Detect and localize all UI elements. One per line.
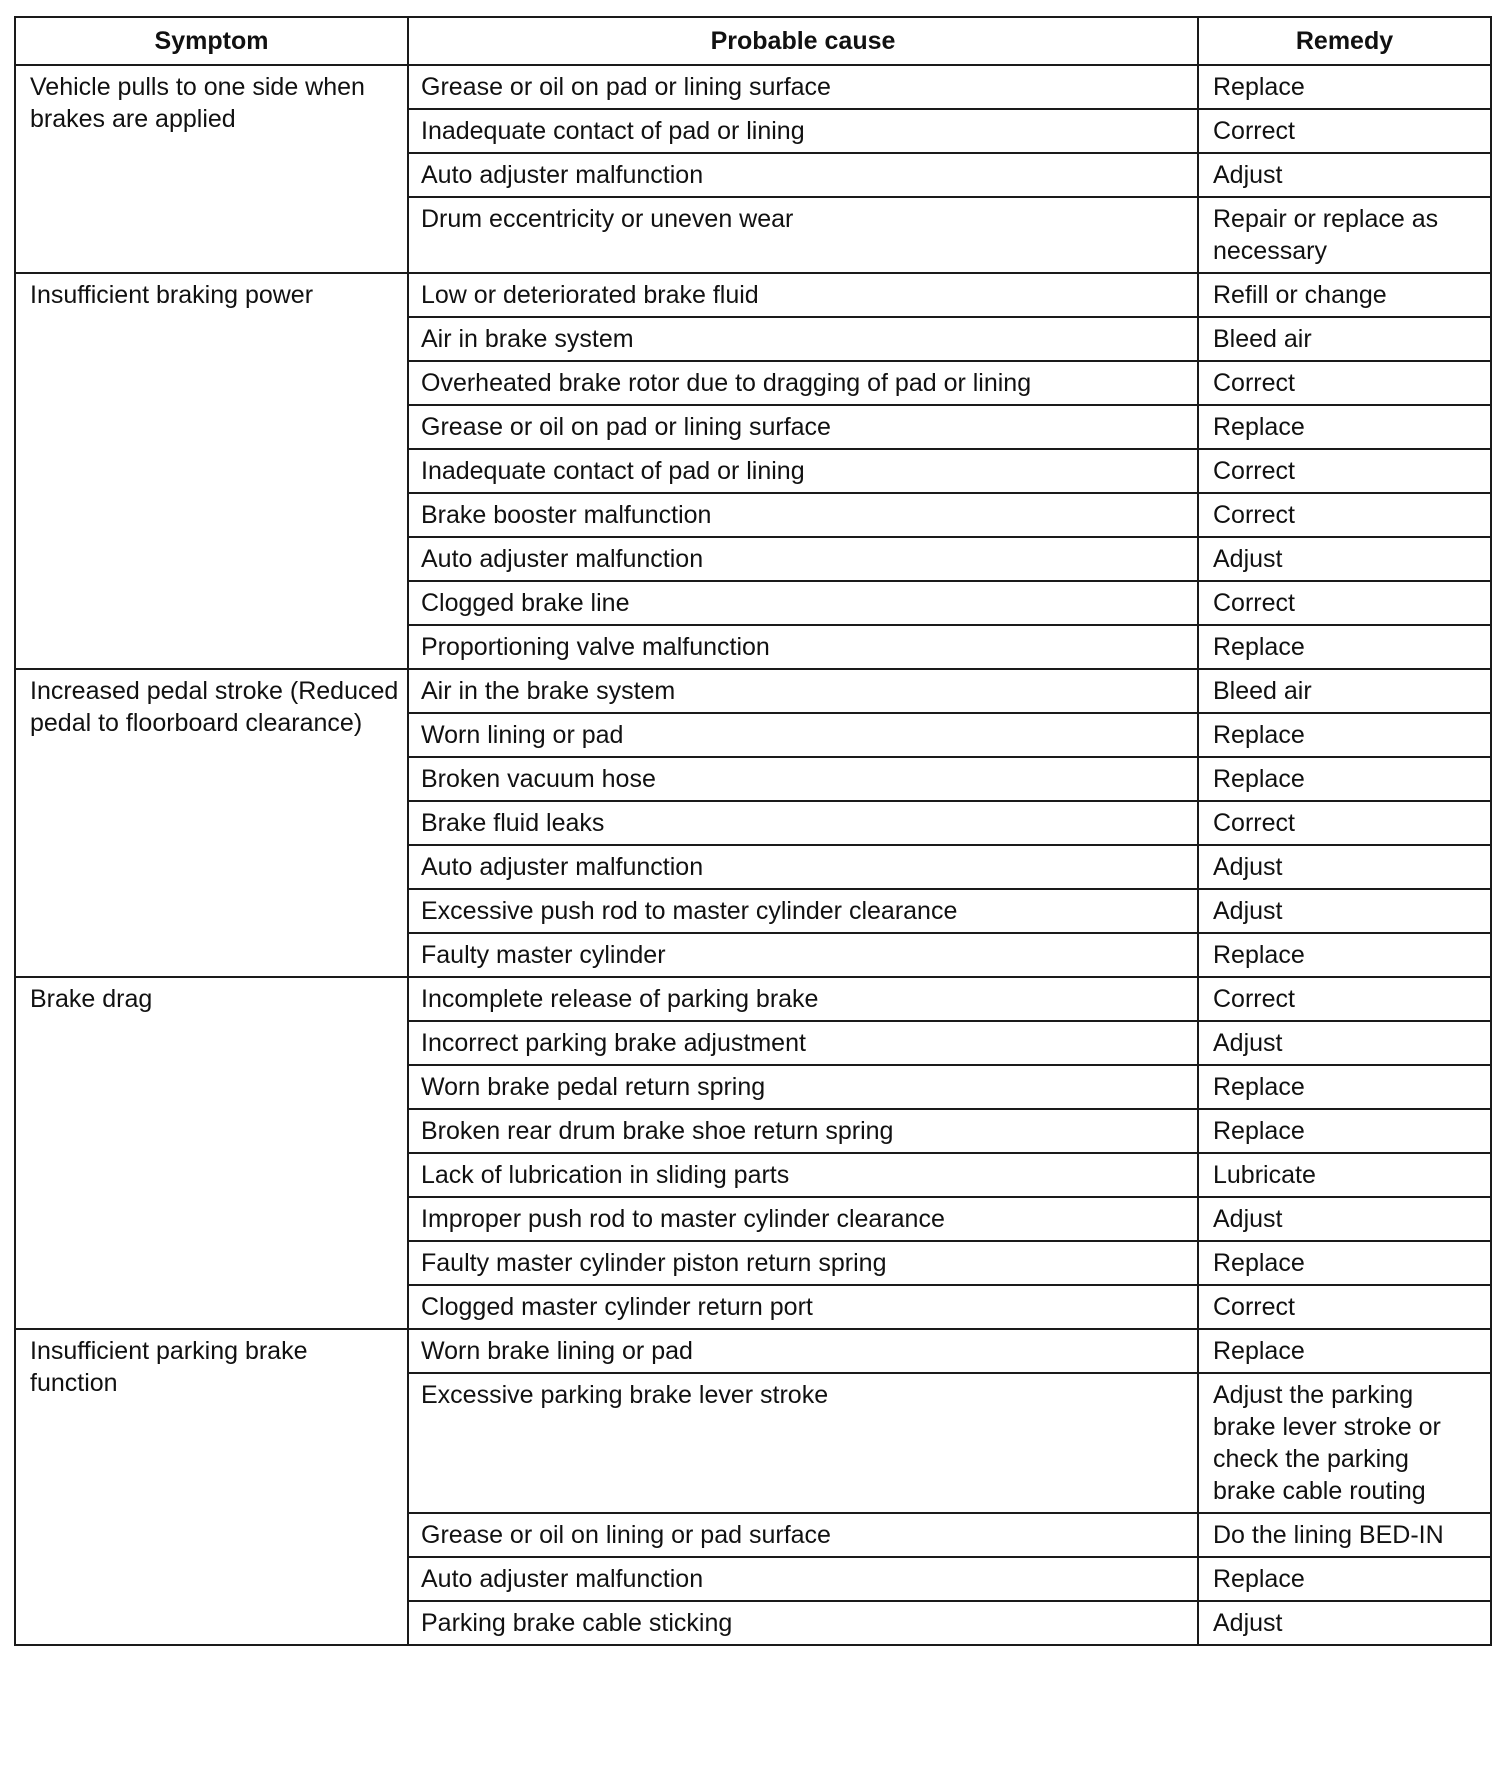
cause-cell: Incomplete release of parking brake xyxy=(408,977,1198,1021)
table-body xyxy=(15,65,1491,1645)
cause-cell: Auto adjuster malfunction xyxy=(408,153,1198,197)
cause-cell: Worn brake lining or pad xyxy=(408,1329,1198,1373)
table-row xyxy=(15,65,1491,109)
cause-cell: Broken vacuum hose xyxy=(408,757,1198,801)
table-row xyxy=(15,273,1491,317)
cause-cell: Excessive push rod to master cylinder clearance xyxy=(408,889,1198,933)
cause-cell: Clogged master cylinder return port xyxy=(408,1285,1198,1329)
cause-cell: Worn brake pedal return spring xyxy=(408,1065,1198,1109)
cause-column-header: Probable cause xyxy=(408,17,1198,65)
cause-cell: Overheated brake rotor due to dragging of pad or lining xyxy=(408,361,1198,405)
cause-cell: Proportioning valve malfunction xyxy=(408,625,1198,669)
remedy-cell: Correct xyxy=(1198,1285,1491,1329)
cause-cell: Auto adjuster malfunction xyxy=(408,1557,1198,1601)
symptom-cell: Insufficient parking brake function xyxy=(15,1329,408,1645)
cause-cell: Inadequate contact of pad or lining xyxy=(408,449,1198,493)
cause-cell: Excessive parking brake lever stroke xyxy=(408,1373,1198,1513)
cause-cell: Inadequate contact of pad or lining xyxy=(408,109,1198,153)
troubleshooting-sheet xyxy=(14,16,1490,1646)
remedy-cell: Replace xyxy=(1198,1329,1491,1373)
remedy-cell: Replace xyxy=(1198,625,1491,669)
cause-cell: Brake fluid leaks xyxy=(408,801,1198,845)
cause-cell: Incorrect parking brake adjustment xyxy=(408,1021,1198,1065)
symptom-cell: Vehicle pulls to one side when brakes are applied xyxy=(15,65,408,273)
remedy-cell: Adjust xyxy=(1198,1197,1491,1241)
cause-cell: Worn lining or pad xyxy=(408,713,1198,757)
remedy-cell: Bleed air xyxy=(1198,669,1491,713)
cause-cell: Grease or oil on pad or lining surface xyxy=(408,405,1198,449)
cause-cell: Grease or oil on lining or pad surface xyxy=(408,1513,1198,1557)
cause-cell: Auto adjuster malfunction xyxy=(408,537,1198,581)
remedy-cell: Replace xyxy=(1198,1109,1491,1153)
remedy-cell: Correct xyxy=(1198,801,1491,845)
cause-cell: Air in brake system xyxy=(408,317,1198,361)
remedy-cell: Replace xyxy=(1198,933,1491,977)
remedy-cell: Correct xyxy=(1198,493,1491,537)
symptom-cell: Brake drag xyxy=(15,977,408,1329)
remedy-cell: Adjust xyxy=(1198,153,1491,197)
remedy-cell: Replace xyxy=(1198,405,1491,449)
cause-cell: Faulty master cylinder xyxy=(408,933,1198,977)
remedy-cell: Replace xyxy=(1198,65,1491,109)
remedy-cell: Bleed air xyxy=(1198,317,1491,361)
table-row xyxy=(15,977,1491,1021)
remedy-cell: Correct xyxy=(1198,361,1491,405)
header-row xyxy=(15,17,1491,65)
cause-cell: Low or deteriorated brake fluid xyxy=(408,273,1198,317)
cause-cell: Parking brake cable sticking xyxy=(408,1601,1198,1645)
table-header xyxy=(15,17,1491,65)
cause-cell: Grease or oil on pad or lining surface xyxy=(408,65,1198,109)
symptom-cell: Insufficient braking power xyxy=(15,273,408,669)
symptom-cell: Increased pedal stroke (Reduced pedal to floorboard clearance) xyxy=(15,669,408,977)
remedy-cell: Adjust xyxy=(1198,889,1491,933)
cause-cell: Broken rear drum brake shoe return spring xyxy=(408,1109,1198,1153)
remedy-cell: Do the lining BED-IN xyxy=(1198,1513,1491,1557)
remedy-cell: Adjust xyxy=(1198,537,1491,581)
remedy-cell: Adjust xyxy=(1198,1021,1491,1065)
remedy-cell: Lubricate xyxy=(1198,1153,1491,1197)
cause-cell: Improper push rod to master cylinder clearance xyxy=(408,1197,1198,1241)
remedy-cell: Adjust the parking brake lever stroke or check the parking brake cable routing xyxy=(1198,1373,1491,1513)
table-row xyxy=(15,1329,1491,1373)
remedy-cell: Replace xyxy=(1198,1557,1491,1601)
cause-cell: Air in the brake system xyxy=(408,669,1198,713)
remedy-cell: Replace xyxy=(1198,1065,1491,1109)
cause-cell: Faulty master cylinder piston return spring xyxy=(408,1241,1198,1285)
cause-cell: Brake booster malfunction xyxy=(408,493,1198,537)
remedy-cell: Correct xyxy=(1198,977,1491,1021)
symptom-column-header: Symptom xyxy=(15,17,408,65)
remedy-cell: Correct xyxy=(1198,449,1491,493)
cause-cell: Clogged brake line xyxy=(408,581,1198,625)
troubleshooting-table xyxy=(14,16,1492,1646)
remedy-cell: Correct xyxy=(1198,109,1491,153)
remedy-cell: Replace xyxy=(1198,1241,1491,1285)
remedy-cell: Refill or change xyxy=(1198,273,1491,317)
remedy-cell: Replace xyxy=(1198,713,1491,757)
remedy-cell: Correct xyxy=(1198,581,1491,625)
table-row xyxy=(15,669,1491,713)
cause-cell: Lack of lubrication in sliding parts xyxy=(408,1153,1198,1197)
cause-cell: Drum eccentricity or uneven wear xyxy=(408,197,1198,273)
cause-cell: Auto adjuster malfunction xyxy=(408,845,1198,889)
remedy-column-header: Remedy xyxy=(1198,17,1491,65)
remedy-cell: Adjust xyxy=(1198,1601,1491,1645)
remedy-cell: Repair or replace as necessary xyxy=(1198,197,1491,273)
remedy-cell: Replace xyxy=(1198,757,1491,801)
remedy-cell: Adjust xyxy=(1198,845,1491,889)
